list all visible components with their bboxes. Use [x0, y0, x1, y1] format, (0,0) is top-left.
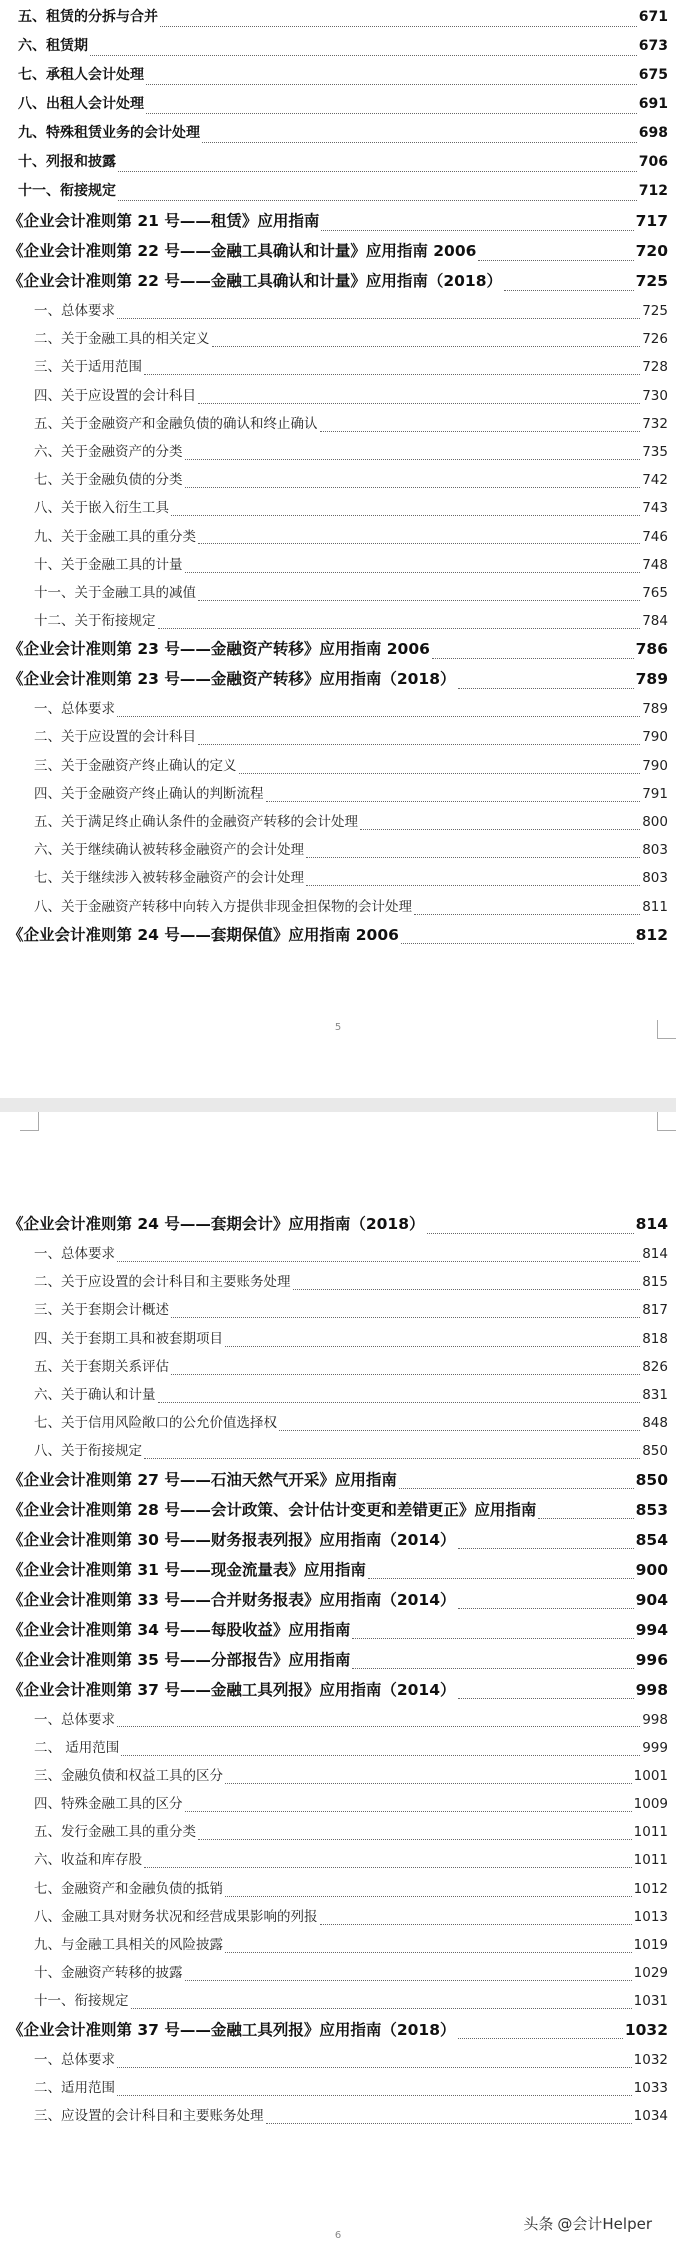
toc-entry-page: 732: [642, 415, 668, 432]
dot-leader: [185, 1969, 632, 1981]
toc-entry[interactable]: [8, 1411, 668, 1439]
toc-entry[interactable]: [8, 1792, 668, 1820]
toc-entry[interactable]: [8, 866, 668, 894]
toc-entry-page: 811: [642, 898, 668, 915]
toc-entry-page: 743: [642, 500, 668, 517]
dot-leader: [458, 676, 634, 689]
toc-entry-page: 803: [642, 842, 668, 859]
dot-leader: [144, 1448, 640, 1460]
toc-entry-title: 一、总体要求: [34, 303, 115, 319]
toc-entry[interactable]: [8, 239, 668, 269]
toc-entry[interactable]: [8, 581, 668, 609]
dot-leader: [117, 307, 640, 319]
toc-entry[interactable]: [8, 1820, 668, 1848]
toc-entry-title: 五、关于套期关系评估: [34, 1358, 169, 1375]
toc-entry-page: 789: [642, 701, 668, 718]
toc-entry[interactable]: [8, 1298, 668, 1326]
dot-leader: [414, 903, 640, 915]
toc-entry-title: 九、关于金融工具的重分类: [34, 528, 196, 545]
dot-leader: [198, 589, 640, 601]
toc-entry-page: 675: [638, 67, 668, 83]
toc-entry-title: 《企业会计准则第 34 号——每股收益》应用指南: [8, 1620, 351, 1639]
toc-entry-page: 817: [642, 1302, 668, 1319]
toc-entry-title: 《企业会计准则第 24 号——套期会计》应用指南（2018）: [8, 1215, 425, 1233]
toc-entry-title: 一、总体要求: [34, 2051, 115, 2068]
toc-entry[interactable]: [8, 468, 668, 496]
toc-entry-page: 712: [638, 183, 668, 199]
dot-leader: [171, 1307, 640, 1319]
dot-leader: [368, 1566, 634, 1579]
toc-entry-title: 七、金融资产和金融负债的抵销: [34, 1880, 223, 1897]
toc-entry-page: 1032: [624, 2020, 668, 2039]
toc-entry-page: 742: [642, 472, 668, 489]
toc-entry-page: 1011: [633, 1852, 668, 1869]
toc-entry-page: 789: [635, 670, 668, 689]
toc-entry[interactable]: [8, 2018, 668, 2048]
toc-entry[interactable]: [8, 1242, 668, 1270]
dot-leader: [198, 1828, 632, 1840]
toc-entry-page: 765: [642, 584, 668, 601]
toc-entry-title: 《企业会计准则第 23 号——金融资产转移》应用指南（2018）: [8, 670, 456, 689]
toc-entry[interactable]: [8, 269, 668, 299]
toc-entry[interactable]: [8, 1439, 668, 1467]
toc-entry-title: 十一、衔接规定: [18, 183, 116, 199]
page-number: 5: [334, 1022, 342, 1033]
dot-leader: [401, 931, 634, 944]
dot-leader: [225, 1335, 640, 1347]
toc-entry[interactable]: [8, 754, 668, 782]
dot-leader: [185, 476, 641, 488]
dot-leader: [320, 420, 641, 432]
toc-entry[interactable]: [8, 697, 668, 725]
toc-entry-page: 1009: [633, 1796, 668, 1813]
toc-entry-title: 四、关于应设置的会计科目: [34, 387, 196, 404]
toc-entry-title: 九、特殊租赁业务的会计处理: [18, 125, 200, 141]
dot-leader: [160, 14, 637, 26]
toc-entry[interactable]: [8, 1764, 668, 1792]
toc-entry[interactable]: [8, 209, 668, 239]
toc-entry[interactable]: [8, 525, 668, 553]
toc-entry-title: 《企业会计准则第 22 号——金融工具确认和计量》应用指南（2018）: [8, 272, 503, 290]
toc-entry-title: 十、列报和披露: [18, 154, 116, 170]
toc-entry-page: 853: [635, 1500, 668, 1519]
toc-entry-title: 六、关于继续确认被转移金融资产的会计处理: [34, 842, 304, 859]
toc-entry-title: 《企业会计准则第 21 号——租赁》应用指南: [8, 212, 320, 230]
toc-entry-page: 1031: [633, 1993, 668, 2010]
toc-entry[interactable]: [8, 35, 668, 64]
toc-entry-title: 《企业会计准则第 35 号——分部报告》应用指南: [8, 1650, 351, 1669]
toc-entry-title: 十二、关于衔接规定: [34, 613, 156, 630]
dot-leader: [121, 1744, 640, 1756]
toc-entry-page: 818: [642, 1330, 668, 1347]
toc-entry-title: 三、关于适用范围: [34, 359, 142, 376]
dot-leader: [144, 1857, 632, 1869]
toc-entry-page: 786: [635, 640, 668, 659]
dot-leader: [399, 1476, 634, 1489]
toc-entry-title: 三、关于套期会计概述: [34, 1302, 169, 1319]
toc-entry[interactable]: [8, 1961, 668, 1989]
toc-entry-page: 850: [635, 1470, 668, 1489]
toc-entry-title: 四、关于金融资产终止确认的判断流程: [34, 785, 264, 802]
toc-entry-title: 五、发行金融工具的重分类: [34, 1824, 196, 1841]
toc-entry-page: 790: [642, 729, 668, 746]
dot-leader: [158, 1391, 641, 1403]
toc-entry-page: 1033: [633, 2079, 668, 2096]
toc-entry-title: 《企业会计准则第 23 号——金融资产转移》应用指南 2006: [8, 640, 430, 659]
toc-entry-page: 748: [642, 556, 668, 573]
toc-entry-title: 五、租赁的分拆与合并: [18, 9, 158, 25]
toc-entry[interactable]: [8, 299, 668, 327]
toc-entry-title: 《企业会计准则第 28 号——会计政策、会计估计变更和差错更正》应用指南: [8, 1500, 537, 1519]
toc-entry-page: 994: [635, 1620, 668, 1639]
toc-entry-title: 六、关于确认和计量: [34, 1386, 156, 1403]
toc-entry-title: 八、关于嵌入衍生工具: [34, 500, 169, 517]
toc-entry-title: 八、关于衔接规定: [34, 1443, 142, 1460]
toc-entry-page: 1029: [633, 1965, 668, 1982]
toc-entry-title: 《企业会计准则第 33 号——合并财务报表》应用指南（2014）: [8, 1590, 456, 1609]
toc-entry[interactable]: [8, 2076, 668, 2104]
dot-leader: [279, 1419, 640, 1431]
toc-entry-title: 十一、关于金融工具的减值: [34, 584, 196, 601]
toc-entry[interactable]: [8, 355, 668, 383]
toc-entry[interactable]: [8, 151, 668, 180]
dot-leader: [306, 846, 640, 858]
toc-entry-title: 三、应设置的会计科目和主要账务处理: [34, 2107, 264, 2124]
dot-leader: [321, 217, 633, 230]
table-of-contents-page-6: [8, 1212, 668, 2132]
toc-entry-page: 904: [635, 1590, 668, 1609]
dot-leader: [185, 448, 641, 460]
toc-entry-page: 1013: [633, 1908, 668, 1925]
toc-entry[interactable]: [8, 1498, 668, 1528]
toc-entry[interactable]: [8, 93, 668, 122]
dot-leader: [171, 505, 640, 517]
toc-entry-page: 706: [638, 154, 668, 170]
dot-leader: [131, 1998, 632, 2010]
toc-entry[interactable]: [8, 1648, 668, 1678]
toc-entry-page: 1034: [633, 2107, 668, 2124]
toc-entry[interactable]: [8, 667, 668, 697]
toc-entry[interactable]: [8, 1355, 668, 1383]
toc-entry-page: 814: [635, 1215, 668, 1233]
toc-entry-title: 《企业会计准则第 30 号——财务报表列报》应用指南（2014）: [8, 1530, 456, 1549]
toc-entry[interactable]: [8, 810, 668, 838]
toc-entry-title: 一、总体要求: [34, 1711, 115, 1728]
toc-entry-title: 五、关于满足终止确认条件的金融资产转移的会计处理: [34, 814, 358, 830]
toc-entry-page: 790: [642, 757, 668, 774]
watermark-prefix: 头条: [523, 2215, 554, 2233]
dot-leader: [118, 159, 637, 171]
toc-entry-title: 《企业会计准则第 37 号——金融工具列报》应用指南（2018）: [8, 2020, 456, 2039]
toc-entry-page: 848: [642, 1415, 668, 1432]
toc-entry-page: 726: [642, 331, 668, 348]
toc-entry-title: 八、金融工具对财务状况和经营成果影响的列报: [34, 1908, 318, 1925]
toc-entry[interactable]: [8, 1989, 668, 2017]
toc-entry[interactable]: [8, 1708, 668, 1736]
toc-entry-page: 900: [635, 1560, 668, 1579]
toc-entry[interactable]: [8, 725, 668, 753]
toc-entry-page: 1019: [633, 1937, 668, 1953]
toc-entry-page: 999: [642, 1739, 668, 1756]
toc-entry-page: 812: [635, 925, 668, 944]
toc-entry-title: 四、特殊金融工具的区分: [34, 1796, 183, 1813]
toc-entry-page: 803: [642, 870, 668, 887]
toc-entry-title: 一、总体要求: [34, 701, 115, 718]
dot-leader: [458, 1536, 634, 1549]
dot-leader: [352, 1626, 633, 1639]
toc-entry[interactable]: [8, 1212, 668, 1242]
toc-entry-page: 730: [642, 387, 668, 404]
toc-entry[interactable]: [8, 2048, 668, 2076]
toc-entry[interactable]: [8, 1558, 668, 1588]
dot-leader: [158, 617, 641, 629]
dot-leader: [117, 2084, 632, 2096]
toc-entry-title: 一、总体要求: [34, 1246, 115, 1262]
toc-entry[interactable]: [8, 64, 668, 93]
toc-entry[interactable]: [8, 1877, 668, 1905]
toc-entry[interactable]: [8, 6, 668, 35]
toc-entry-title: 八、出租人会计处理: [18, 96, 144, 112]
toc-entry-title: 三、关于金融资产终止确认的定义: [34, 757, 237, 774]
toc-entry-page: 720: [635, 242, 668, 260]
toc-entry-page: 850: [642, 1443, 668, 1460]
toc-entry-page: 854: [635, 1530, 668, 1549]
toc-entry-page: 814: [642, 1246, 668, 1262]
dot-leader: [185, 561, 641, 573]
toc-entry-page: 1012: [633, 1880, 668, 1897]
dot-leader: [185, 1800, 632, 1812]
toc-entry-title: 五、关于金融资产和金融负债的确认和终止确认: [34, 415, 318, 432]
toc-entry[interactable]: [8, 609, 668, 637]
dot-leader: [90, 43, 637, 55]
dot-leader: [427, 1220, 634, 1233]
toc-entry[interactable]: [8, 496, 668, 524]
dot-leader: [117, 1716, 640, 1728]
dot-leader: [212, 335, 641, 347]
toc-entry[interactable]: [8, 1618, 668, 1648]
toc-entry-page: 800: [642, 814, 668, 830]
toc-entry-title: 十、金融资产转移的披露: [34, 1965, 183, 1982]
toc-entry-title: 七、关于金融负债的分类: [34, 472, 183, 489]
toc-entry-title: 《企业会计准则第 27 号——石油天然气开采》应用指南: [8, 1470, 397, 1489]
toc-entry-page: 698: [638, 125, 668, 141]
watermark-handle: @会计Helper: [557, 2215, 652, 2233]
toc-entry-page: 1001: [633, 1767, 668, 1784]
dot-leader: [504, 277, 634, 290]
toc-entry[interactable]: [8, 2104, 668, 2132]
page-corner-mark: [20, 1112, 39, 1131]
toc-entry-title: 二、关于金融工具的相关定义: [34, 331, 210, 348]
toc-entry[interactable]: [8, 1383, 668, 1411]
dot-leader: [478, 247, 633, 260]
dot-leader: [171, 1363, 640, 1375]
dot-leader: [225, 1941, 632, 1953]
dot-leader: [117, 705, 640, 717]
dot-leader: [117, 1250, 640, 1262]
dot-leader: [225, 1885, 632, 1897]
toc-entry[interactable]: [8, 895, 668, 923]
toc-entry-title: 《企业会计准则第 31 号——现金流量表》应用指南: [8, 1560, 366, 1579]
dot-leader: [432, 646, 634, 659]
toc-entry-page: 998: [635, 1680, 668, 1699]
toc-entry-page: 815: [642, 1274, 668, 1291]
dot-leader: [239, 762, 641, 774]
toc-entry[interactable]: [8, 782, 668, 810]
toc-entry[interactable]: [8, 180, 668, 209]
dot-leader: [118, 188, 637, 200]
toc-entry-page: 831: [642, 1386, 668, 1403]
toc-entry[interactable]: [8, 923, 668, 953]
toc-entry-page: 735: [642, 443, 668, 460]
toc-entry-page: 746: [642, 528, 668, 545]
table-of-contents-page-5: [8, 6, 668, 953]
page-corner-mark: [657, 1112, 676, 1131]
toc-entry-title: 三、金融负债和权益工具的区分: [34, 1767, 223, 1784]
toc-entry[interactable]: [8, 412, 668, 440]
toc-entry-title: 七、关于信用风险敞口的公允价值选择权: [34, 1415, 277, 1432]
toc-entry[interactable]: [8, 1848, 668, 1876]
dot-leader: [202, 130, 637, 142]
toc-entry-title: 六、关于金融资产的分类: [34, 443, 183, 460]
toc-entry-title: 六、租赁期: [18, 38, 88, 54]
toc-entry[interactable]: [8, 1905, 668, 1933]
toc-entry-title: 四、关于套期工具和被套期项目: [34, 1330, 223, 1347]
dot-leader: [146, 72, 637, 84]
page-number: 6: [334, 2230, 342, 2241]
dot-leader: [266, 790, 641, 802]
dot-leader: [458, 1686, 634, 1699]
dot-leader: [306, 875, 640, 887]
dot-leader: [146, 101, 637, 113]
toc-entry-page: 691: [638, 96, 668, 112]
toc-entry-title: 二、关于应设置的会计科目和主要账务处理: [34, 1274, 291, 1291]
dot-leader: [117, 2056, 632, 2068]
toc-entry-page: 728: [642, 359, 668, 376]
toc-entry-page: 717: [635, 212, 668, 230]
toc-entry-title: 十一、衔接规定: [34, 1993, 129, 2010]
toc-entry-page: 996: [635, 1650, 668, 1669]
toc-entry[interactable]: [8, 553, 668, 581]
toc-entry[interactable]: [8, 1678, 668, 1708]
toc-entry-page: 671: [638, 9, 668, 25]
dot-leader: [360, 818, 640, 830]
toc-entry[interactable]: [8, 637, 668, 667]
toc-entry[interactable]: [8, 384, 668, 412]
toc-entry-title: 六、收益和库存股: [34, 1852, 142, 1869]
toc-entry-title: 二、关于应设置的会计科目: [34, 729, 196, 746]
dot-leader: [458, 1596, 634, 1609]
dot-leader: [266, 2112, 632, 2124]
toc-entry[interactable]: [8, 1588, 668, 1618]
toc-entry[interactable]: [8, 1327, 668, 1355]
toc-entry[interactable]: [8, 838, 668, 866]
toc-entry-title: 七、承租人会计处理: [18, 67, 144, 83]
dot-leader: [225, 1772, 632, 1784]
toc-entry-title: 《企业会计准则第 22 号——金融工具确认和计量》应用指南 2006: [8, 242, 477, 260]
toc-entry[interactable]: [8, 1933, 668, 1961]
toc-entry[interactable]: [8, 122, 668, 151]
toc-entry-page: 673: [638, 38, 668, 54]
dot-leader: [458, 2026, 623, 2039]
page-separator: [0, 1098, 676, 1112]
dot-leader: [538, 1506, 633, 1519]
toc-entry-title: 十、关于金融工具的计量: [34, 556, 183, 573]
toc-entry-page: 725: [642, 303, 668, 319]
toc-entry-title: 二、 适用范围: [34, 1739, 120, 1756]
dot-leader: [144, 364, 640, 376]
toc-entry-page: 1032: [633, 2051, 668, 2068]
dot-leader: [198, 734, 640, 746]
toc-entry-page: 784: [642, 613, 668, 630]
toc-entry-page: 826: [642, 1358, 668, 1375]
toc-entry-title: 二、适用范围: [34, 2079, 115, 2096]
dot-leader: [198, 392, 640, 404]
toc-entry-title: 九、与金融工具相关的风险披露: [34, 1937, 223, 1953]
toc-entry-title: 八、关于金融资产转移中向转入方提供非现金担保物的会计处理: [34, 898, 412, 915]
toc-entry[interactable]: [8, 327, 668, 355]
toc-entry[interactable]: [8, 1528, 668, 1558]
toc-entry[interactable]: [8, 1736, 668, 1764]
dot-leader: [198, 533, 640, 545]
toc-entry-page: 1011: [633, 1824, 668, 1841]
toc-entry-title: 七、关于继续涉入被转移金融资产的会计处理: [34, 870, 304, 887]
dot-leader: [352, 1656, 633, 1669]
toc-entry-title: 《企业会计准则第 37 号——金融工具列报》应用指南（2014）: [8, 1680, 456, 1699]
dot-leader: [293, 1278, 641, 1290]
toc-entry-title: 《企业会计准则第 24 号——套期保值》应用指南 2006: [8, 925, 399, 944]
toc-entry[interactable]: [8, 1270, 668, 1298]
toc-entry-page: 998: [642, 1711, 668, 1728]
dot-leader: [320, 1913, 632, 1925]
toc-entry-page: 791: [642, 785, 668, 802]
watermark: [517, 2211, 658, 2236]
toc-entry[interactable]: [8, 1468, 668, 1498]
toc-entry-page: 725: [635, 272, 668, 290]
toc-entry[interactable]: [8, 440, 668, 468]
